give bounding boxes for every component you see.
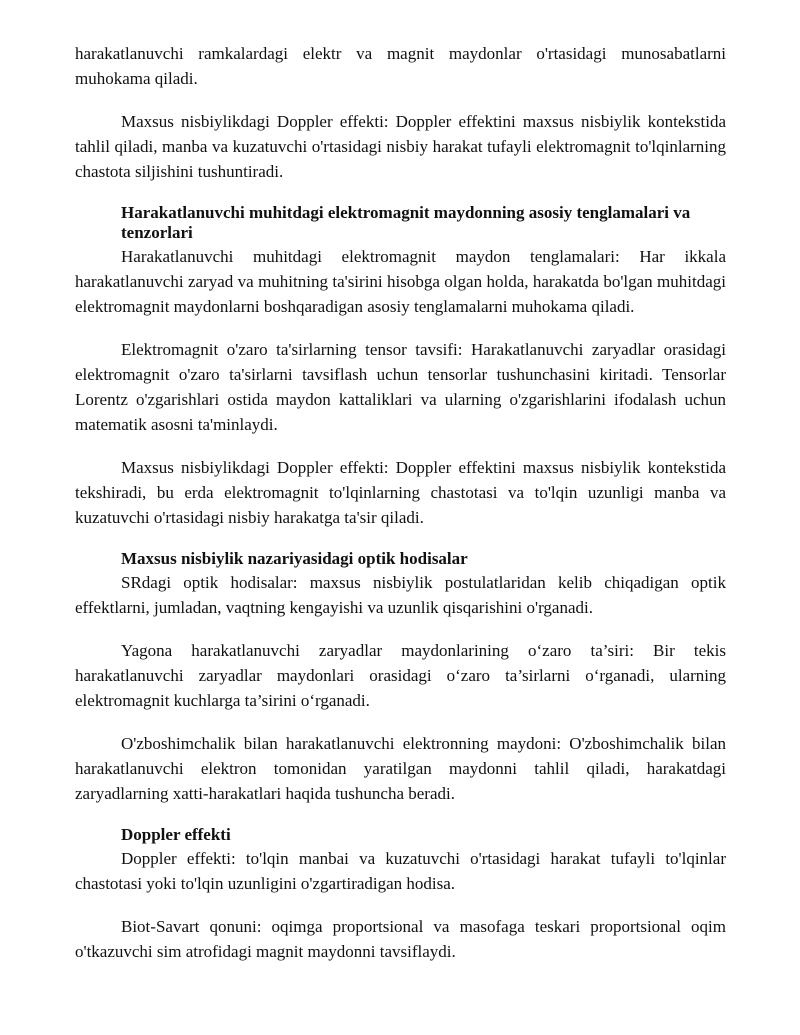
paragraph-continuation: harakatlanuvchi ramkalardagi elektr va magnit maydonlar o'rtasidagi munosabatlarni muhokama qiladi. xyxy=(75,44,726,88)
paragraph-doppler-special-relativity-analysis: Maxsus nisbiylikdagi Doppler effekti: Doppler effektini maxsus nisbiylik kontekstida tahlil qiladi, manba va kuzatuvchi o'rtasidagi nisbiy harakat tufayli elektromagnit to'lqinlarning chastota siljishini tushuntiradi. xyxy=(75,112,726,181)
paragraph-uniform-moving-charges: Yagona harakatlanuvchi zaryadlar maydonlarining o‘zaro ta’siri: Bir tekis harakatlanuvchi zaryadlar maydonlari orasidagi o‘zaro ta’sirlarni o‘rganadi, ularning elektromagnit kuchlarga ta’sirini o‘rganadi. xyxy=(75,641,726,710)
section-heading-doppler-effect: Doppler effekti xyxy=(121,825,231,844)
paragraph-sr-optical-phenomena: SRdagi optik hodisalar: maxsus nisbiylik postulatlaridan kelib chiqadigan optik effektlarni, jumladan, vaqtning kengayishi va uzunlik qisqarishini o'rganadi. xyxy=(75,573,726,617)
paragraph-doppler-special-relativity-examination: Maxsus nisbiylikdagi Doppler effekti: Doppler effektini maxsus nisbiylik kontekstida tekshiradi, bu erda elektromagnit to'lqinlarning chastotasi va to'lqin uzunligi manba va kuzatuvchi o'rtasidagi nisbiy harakatga ta'sir qiladi. xyxy=(75,458,726,527)
paragraph-arbitrary-moving-electron: O'zboshimchalik bilan harakatlanuvchi elektronning maydoni: O'zboshimchalik bilan harakatlanuvchi elektron tomonidan yaratilgan maydonni tahlil qiladi, harakatdagi zaryadlarning xatti-harakatlari haqida tushuncha beradi. xyxy=(75,734,726,803)
section-heading-optical-phenomena: Maxsus nisbiylik nazariyasidagi optik hodisalar xyxy=(121,549,468,568)
document-page xyxy=(75,41,726,964)
paragraph-moving-media-field-equations: Harakatlanuvchi muhitdagi elektromagnit maydon tenglamalari: Har ikkala harakatlanuvchi zaryad va muhitning ta'sirini hisobga olgan holda, harakatda bo'lgan muhitdagi elektromagnit maydonlarni boshqaradigan asosiy tenglamalarni muhokama qiladi. xyxy=(75,247,726,316)
section-heading-moving-media-equations: Harakatlanuvchi muhitdagi elektromagnit maydonning asosiy tenglamalari va tenzorlari xyxy=(121,203,691,242)
paragraph-doppler-effect-definition: Doppler effekti: to'lqin manbai va kuzatuvchi o'rtasidagi harakat tufayli to'lqinlar chastotasi yoki to'lqin uzunligini o'zgartiradigan hodisa. xyxy=(75,849,726,893)
paragraph-tensor-description: Elektromagnit o'zaro ta'sirlarning tensor tavsifi: Harakatlanuvchi zaryadlar orasidagi elektromagnit o'zaro ta'sirlarni tavsiflash uchun tensorlar tushunchasini kiritadi. Tensorlar Lorentz o'zgarishlari ostida maydon kattaliklari va ularning o'zgarishlarini ifodalash uchun matematik asosni ta'minlaydi. xyxy=(75,340,726,434)
paragraph-biot-savart-law: Biot-Savart qonuni: oqimga proportsional va masofaga teskari proportsional oqim o'tkazuvchi sim atrofidagi magnit maydonni tavsiflaydi. xyxy=(75,917,726,961)
